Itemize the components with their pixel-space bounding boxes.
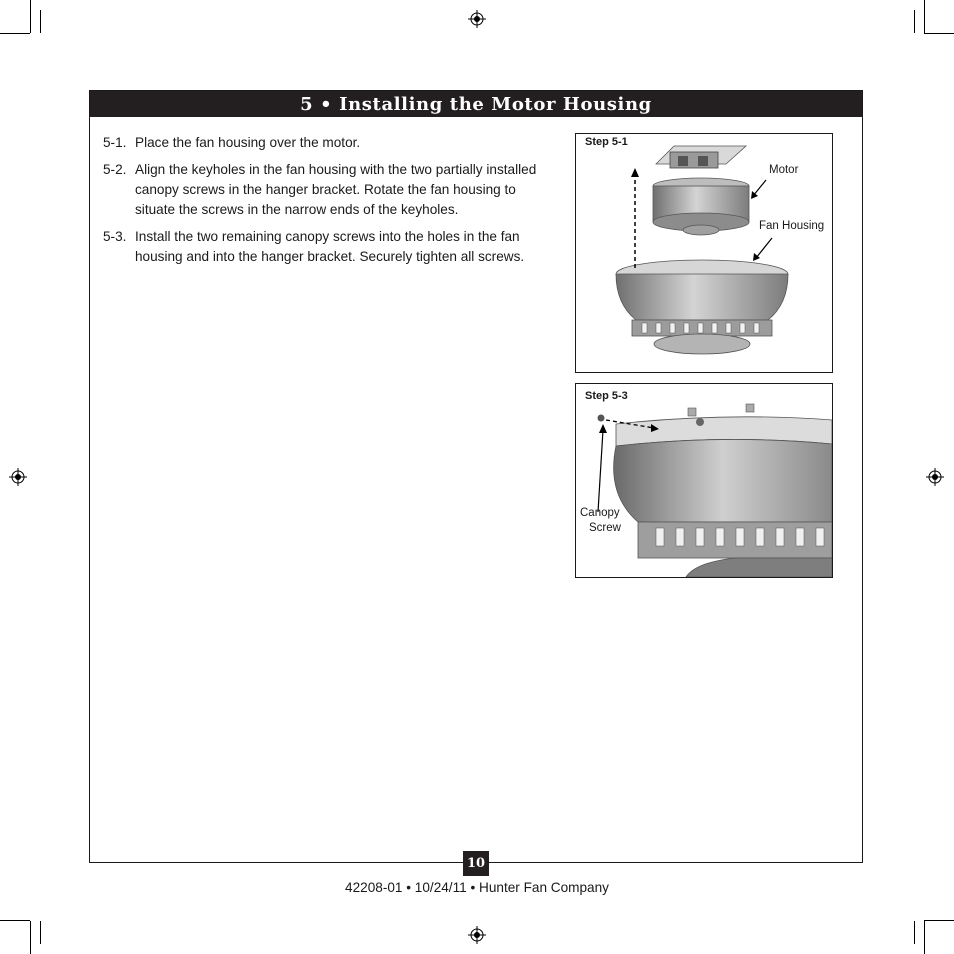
page-frame	[89, 90, 863, 863]
crop-mark	[924, 921, 925, 954]
registration-mark-icon	[468, 926, 486, 944]
crop-mark	[924, 33, 954, 34]
step-text: Align the keyholes in the fan housing with the two partially installed canopy screws in the hanger bracket. Rotate the fan housing to situate the screws in the narrow ends of the keyholes.	[135, 162, 537, 217]
callout-canopy-screw: Canopy	[580, 507, 620, 519]
page-number: 10	[463, 851, 489, 876]
crop-mark	[30, 921, 31, 954]
step-list	[103, 133, 553, 274]
crop-mark	[40, 921, 41, 944]
step-number: 5-1.	[103, 135, 127, 150]
crop-mark	[924, 0, 925, 33]
canopy-screw-illustration	[576, 384, 832, 577]
figure-label: Step 5-3	[585, 390, 628, 402]
section-title-bar	[90, 91, 862, 117]
callout-canopy-screw: Screw	[589, 522, 621, 534]
callout-fan-housing: Fan Housing	[759, 220, 825, 232]
crop-mark	[0, 33, 30, 34]
step-text: Place the fan housing over the motor.	[135, 135, 361, 150]
registration-mark-icon	[468, 10, 486, 28]
registration-mark-icon	[9, 468, 27, 486]
callout-motor: Motor	[769, 164, 799, 176]
crop-mark	[40, 10, 41, 33]
figure-step-5-3	[575, 383, 833, 578]
section-title: 5 • Installing the Motor Housing	[300, 93, 652, 115]
list-item	[103, 160, 553, 220]
crop-mark	[0, 920, 30, 921]
step-text: Install the two remaining canopy screws into the holes in the fan housing and into the hanger bracket. Securely tighten all screws.	[135, 229, 525, 264]
list-item	[103, 227, 553, 267]
crop-mark	[924, 920, 954, 921]
crop-mark	[914, 10, 915, 33]
registration-mark-icon	[926, 468, 944, 486]
crop-mark	[30, 0, 31, 33]
footer: 42208-01 • 10/24/11 • Hunter Fan Company	[345, 880, 609, 895]
figure-label: Step 5-1	[585, 136, 628, 148]
figure-step-5-1	[575, 133, 833, 373]
step-number: 5-2.	[103, 162, 127, 177]
step-number: 5-3.	[103, 229, 127, 244]
list-item	[103, 133, 553, 153]
crop-mark	[914, 921, 915, 944]
